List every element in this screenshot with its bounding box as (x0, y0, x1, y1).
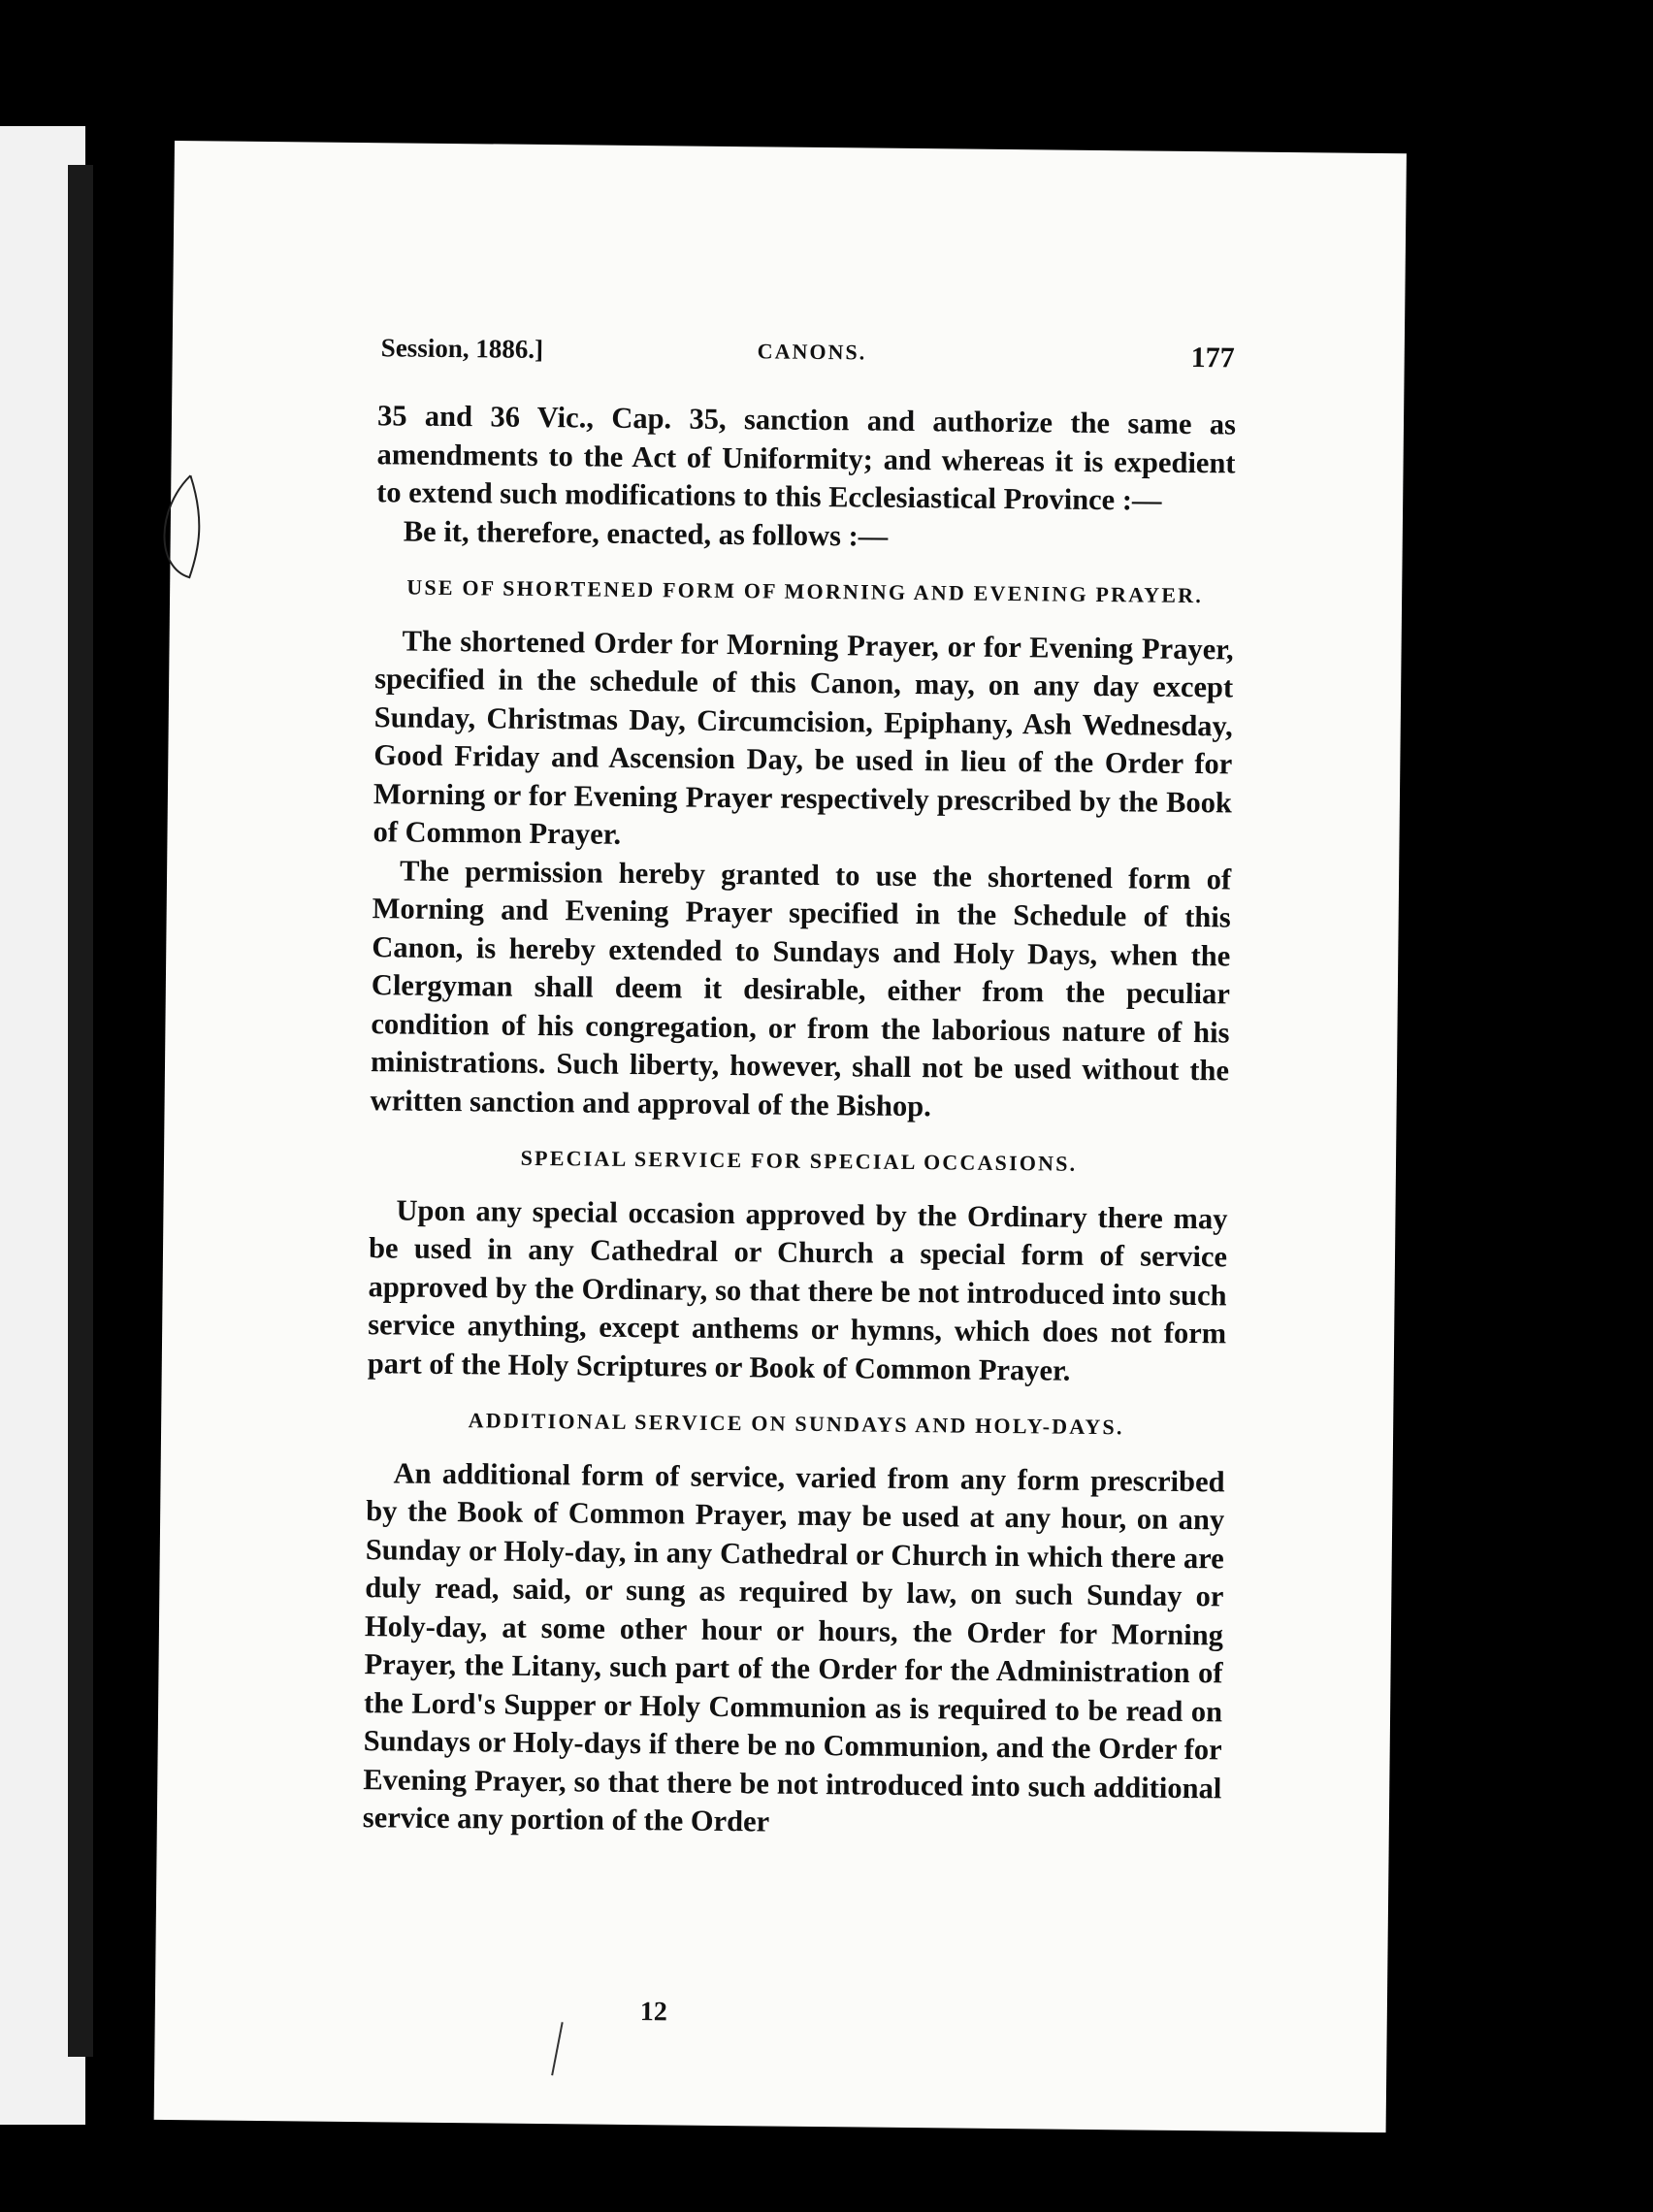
paragraph-additional-form: An additional form of service, varied from any form prescribed by the Book of Common Prayer, may be used at any hour, on any Sunday or Holy-day, in any Cathedral or Church in which there are duly read, said, or sung as required by law, on such Sunday or Holy-day, at some other hour or hours, the Order for Morning Prayer, the Litany, such part of the Order for the Administration of the Lord's Supper or Holy Communion as is required to be read on Sundays or Holy-days if there be no Communion, and the Order for Evening Prayer, so that there be not introduced into such additional service any portion of the Order (362, 1455, 1225, 1838)
section-heading-special-service: SPECIAL SERVICE FOR SPECIAL OCCASIONS. (520, 1145, 1078, 1176)
paragraph-special-occasion: Upon any special occasion approved by the Ordinary there may be used in any Cathedral or Church a special form of service approved by the Ordinary, so that there be not introduced into such service anything, except anthems or hymns, which does not form part of the Holy Scriptures or Book of Common Prayer. (367, 1192, 1228, 1387)
enacting-clause: Be it, therefore, enacted, as follows :— (403, 513, 889, 553)
signature-mark: 12 (639, 1997, 667, 2028)
running-head-session: Session, 1886.] (380, 333, 544, 364)
stray-mark-icon (542, 2017, 582, 2085)
running-head (381, 333, 1235, 380)
book-gutter (68, 165, 93, 2057)
page (154, 141, 1407, 2132)
intro-paragraph: 35 and 36 Vic., Cap. 35, sanction and authorize the same as amendments to the Act of Uniformity; and whereas it is expedient to extend such modifications to this Ecclesiastical Province :— (376, 399, 1237, 517)
section-heading-additional-service: ADDITIONAL SERVICE ON SUNDAYS AND HOLY-DAYS. (468, 1408, 1124, 1440)
pen-mark-icon (150, 471, 229, 588)
page-body (363, 397, 1236, 1846)
page-number: 177 (1190, 341, 1235, 374)
paragraph-permission: The permission hereby granted to use the shortened form of Morning and Evening Prayer specified in the Schedule of this Canon, is hereby extended to Sundays and Holy Days, when the Clergyman shall deem it desirable, either from the peculiar condition of his congregation, or from the laborious nature of his ministrations. Such liberty, however, shall not be used without the written sanction and approval of the Bishop. (370, 853, 1232, 1122)
running-head-title: CANONS. (757, 339, 867, 365)
section-heading-shortened-form: USE OF SHORTENED FORM OF MORNING AND EVENING PRAYER. (406, 574, 1204, 608)
paragraph-shortened-order: The shortened Order for Morning Prayer, or for Evening Prayer, specified in the schedule of this Canon, may, on any day except Sunday, Christmas Day, Circumcision, Epiphany, Ash Wednesday, Good Friday and Ascension Day, be used in lieu of the Order for Morning or for Evening Prayer respectively prescribed by the Book of Common Prayer. (373, 623, 1234, 851)
